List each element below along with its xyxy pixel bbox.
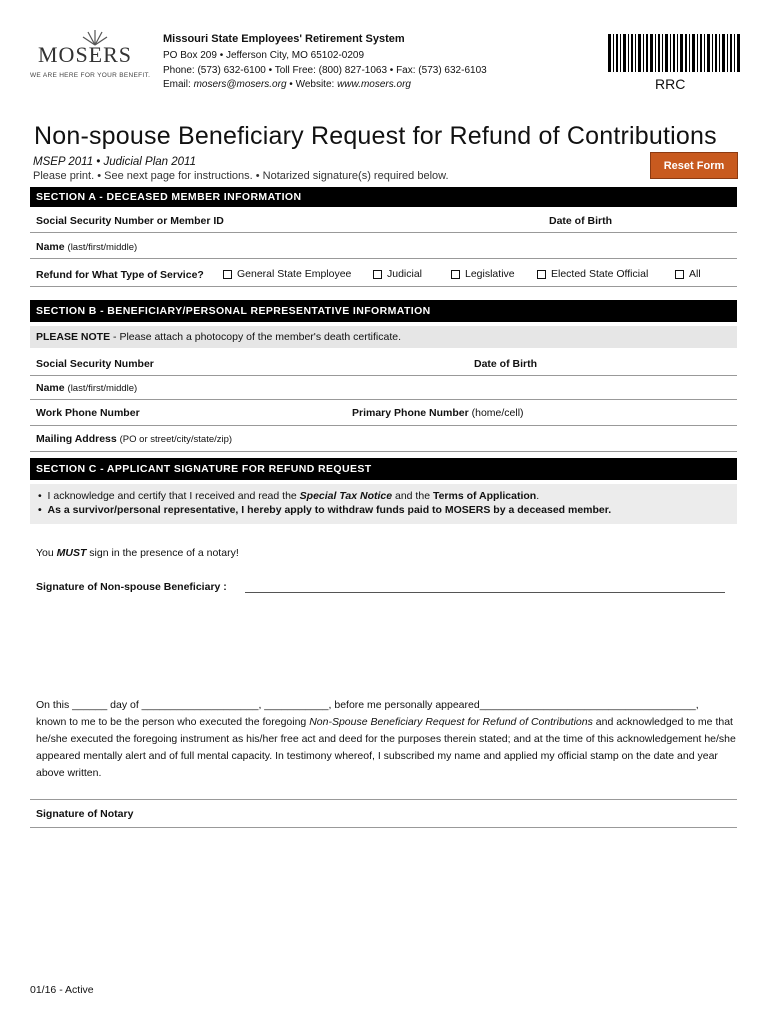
ack-text: I acknowledge and certify that I received and read the [47,490,300,502]
email-link[interactable]: mosers@mosers.org [193,79,287,90]
ack-bullet-2: • As a survivor/personal representative, I hereby apply to withdraw funds paid to MOSERS by a deceased member. [38,504,612,516]
mailing-address-hint: (PO or street/city/state/zip) [119,434,233,445]
email-prefix: Email: [163,79,194,90]
checkbox-icon[interactable] [537,270,546,279]
please-note-label: PLEASE NOTE [36,331,111,343]
checkbox-icon[interactable] [675,270,684,279]
service-type-label: Refund for What Type of Service? [36,269,204,281]
notary-text: known to me to be the person who executed the foregoing [36,716,310,728]
acknowledgement-box [30,484,737,524]
special-tax-notice: Special Tax Notice [299,490,393,502]
instructions-line: Please print. • See next page for instructions. • Notarized signature(s) required below. [33,170,449,182]
must-text: sign in the presence of a notary! [86,547,239,559]
option-label: Judicial [387,268,423,280]
logo-wordmark: MOSERS [38,42,133,67]
primary-phone-label [352,407,524,419]
checkbox-judicial[interactable] [373,268,422,280]
revision-footer: 01/16 - Active [30,984,94,996]
work-phone-label: Work Phone Number [36,407,140,419]
divider [30,799,737,800]
checkbox-icon[interactable] [451,270,460,279]
checkbox-elected-official[interactable] [537,268,648,280]
section-a-ssn-row[interactable] [30,207,737,233]
checkbox-icon[interactable] [373,270,382,279]
primary-phone-text: Primary Phone Number [352,407,469,419]
notary-body [36,714,736,782]
beneficiary-name-hint: (last/first/middle) [67,383,138,394]
org-name: Missouri State Employees' Retirement System [163,33,405,45]
barcode [608,34,740,72]
primary-phone-hint: (home/cell) [471,407,524,419]
option-label: General State Employee [237,268,352,280]
beneficiary-signature-line[interactable] [245,592,725,593]
website-link[interactable]: www.mosers.org [337,79,411,90]
notary-date-line: On this ______ day of ____________________, ___________, before me personally appeared_____________________________________, [36,699,699,711]
beneficiary-ssn-label: Social Security Number [36,358,154,370]
survivor-statement: As a survivor/personal representative, I hereby apply to withdraw funds paid to MOSERS by a deceased member. [47,504,612,516]
member-dob-label: Date of Birth [549,215,612,227]
notary-signature-line[interactable] [30,827,737,828]
section-a-name-row[interactable] [30,233,737,259]
member-name-hint: (last/first/middle) [67,242,138,253]
section-b-header: SECTION B - BENEFICIARY/PERSONAL REPRESENTATIVE INFORMATION [30,300,737,322]
postal-address: PO Box 209 • Jefferson City, MO 65102-0209 [163,50,365,61]
checkbox-general-state[interactable] [223,268,351,280]
notary-signature-label: Signature of Notary [36,808,134,820]
phone-line: Phone: (573) 632-6100 • Toll Free: (800) 827-1063 • Fax: (573) 632-6103 [163,64,487,76]
ssn-member-id-label: Social Security Number or Member ID [36,215,224,227]
form-code: RRC [655,76,686,92]
logo-tagline: WE ARE HERE FOR YOUR BENEFIT. [30,72,151,79]
must-emphasis: MUST [56,547,87,559]
section-a-header: SECTION A - DECEASED MEMBER INFORMATION [30,187,737,207]
barcode-graphic [608,34,740,72]
please-note-text: - Please attach a photocopy of the member's death certificate. [110,331,402,343]
section-c-header: SECTION C - APPLICANT SIGNATURE FOR REFUND REQUEST [30,458,737,480]
page-title: Non-spouse Beneficiary Request for Refund of Contributions [34,122,717,150]
mailing-address-text: Mailing Address [36,433,117,445]
beneficiary-name-label [36,382,137,394]
notary-acknowledgement [36,697,736,782]
section-b-name-row[interactable] [30,376,737,400]
option-label: Elected State Official [551,268,649,280]
form-reference: Non-Spouse Beneficiary Request for Refund of Contributions [309,716,593,728]
email-line [163,78,487,93]
plan-subtitle: MSEP 2011 • Judicial Plan 2011 [33,156,196,168]
section-b-ssn-row[interactable] [30,350,737,376]
option-label: All [689,268,701,280]
mailing-address-label [36,433,232,445]
checkbox-all[interactable] [675,268,701,280]
reset-form-button[interactable]: Reset Form [650,152,738,179]
contact-block [163,49,487,93]
website-prefix: • Website: [286,79,338,90]
beneficiary-signature-label: Signature of Non-spouse Beneficiary : [36,581,227,593]
section-b-phone-row[interactable] [30,400,737,426]
beneficiary-dob-label: Date of Birth [474,358,537,370]
option-label: Legislative [465,268,515,280]
member-name-label [36,241,137,253]
please-note-box [30,326,737,348]
terms-of-application: Terms of Application [432,490,537,502]
ack-text: and the [392,490,433,502]
member-name-text: Name [36,241,65,253]
must-text: You [36,547,57,559]
ack-text: . [536,490,540,502]
beneficiary-name-text: Name [36,382,65,394]
notary-warning [36,547,239,559]
mosers-logo [30,28,150,88]
section-a-service-row [30,259,737,287]
ack-bullet-1: • I acknowledge and certify that I received and read the Special Tax Notice and the Terms of Application. [38,490,540,502]
checkbox-legislative[interactable] [451,268,515,280]
checkbox-icon[interactable] [223,270,232,279]
section-b-address-row[interactable] [30,426,737,452]
notary-text: and acknowledged to me that he/she executed the foregoing instrument as his/her free act and deed for the purposes therein stated; and at the time of this acknowledgement he/she appeared mentally alert and of full mental capacity. In testimony whereof, I subscribed my name and applied my official stamp on the date and year above written. [36,716,736,779]
